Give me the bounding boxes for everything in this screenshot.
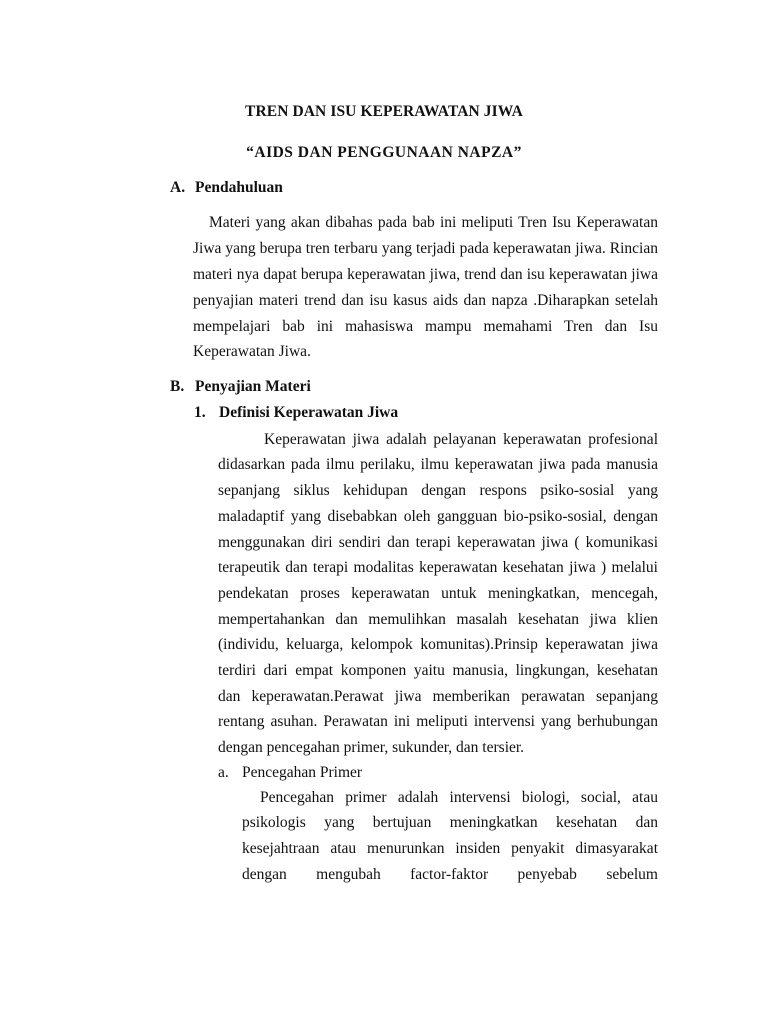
paragraph-line: dan keperawatan.Perawat jiwa memberikan perawatan sepanjang	[218, 688, 658, 705]
subsection-a-marker: a.	[218, 764, 229, 781]
subsection-1-title: Definisi Keperawatan Jiwa	[219, 404, 399, 421]
paragraph-line: (individu, keluarga, kelompok komunitas).Prinsip keperawatan jiwa	[218, 636, 658, 653]
document-subtitle: “AIDS DAN PENGGUNAAN NAPZA”	[246, 144, 522, 161]
subsection-1-marker: 1.	[194, 404, 206, 421]
paragraph-line: rentang asuhan. Perawatan ini meliputi intervensi yang berhubungan	[218, 713, 658, 730]
subsection-1-heading	[194, 404, 398, 422]
paragraph-line: menggunakan diri sendiri dan terapi keperawatan jiwa ( komunikasi	[218, 534, 658, 551]
paragraph-line: mempertahankan dan memulihkan masalah kesehatan jiwa klien	[218, 611, 658, 628]
document-title: TREN DAN ISU KEPERAWATAN JIWA	[245, 103, 523, 120]
section-a-title: Pendahuluan	[195, 179, 283, 196]
paragraph-line: penyajian materi trend dan isu kasus aids dan napza .Diharapkan setelah	[193, 292, 658, 309]
paragraph-line: dengan mengubah factor-faktor penyebab sebelum	[242, 866, 658, 883]
paragraph-line: didasarkan pada ilmu perilaku, ilmu keperawatan jiwa pada manusia	[218, 456, 658, 473]
paragraph-line: Materi yang akan dibahas pada bab ini meliputi Tren Isu Keperawatan	[209, 214, 658, 231]
paragraph-line: Pencegahan primer adalah intervensi biologi, social, atau	[260, 789, 658, 806]
section-b-marker: B.	[170, 378, 185, 395]
section-b-heading	[170, 378, 311, 396]
paragraph-line: materi nya dapat berupa keperawatan jiwa, trend dan isu keperawatan jiwa	[193, 266, 658, 283]
section-a-heading	[170, 179, 283, 197]
paragraph-line: pendekatan proses keperawatan untuk meningkatkan, mencegah,	[218, 585, 658, 602]
paragraph-line: mempelajari bab ini mahasiswa mampu memahami Tren dan Isu	[193, 318, 658, 335]
section-a-marker: A.	[170, 179, 186, 196]
paragraph-line: Jiwa yang berupa tren terbaru yang terjadi pada keperawatan jiwa. Rincian	[193, 240, 658, 257]
paragraph-line: terdiri dari empat komponen yaitu manusia, lingkungan, kesehatan	[218, 662, 658, 679]
paragraph-line: Keperawatan Jiwa.	[193, 343, 311, 360]
paragraph-line: kesejahtraan atau menurunkan insiden penyakit dimasyarakat	[242, 840, 658, 857]
paragraph-line: sepanjang siklus kehidupan dengan respons psiko-sosial yang	[218, 482, 658, 499]
paragraph-line: dengan pencegahan primer, sukunder, dan tersier.	[218, 739, 525, 756]
subsection-a-title: Pencegahan Primer	[242, 764, 363, 781]
paragraph-line: psikologis yang bertujuan meningkatkan kesehatan dan	[242, 814, 658, 831]
paragraph-line: Keperawatan jiwa adalah pelayanan keperawatan profesional	[264, 431, 658, 448]
section-b-title: Penyajian Materi	[195, 378, 311, 395]
paragraph-line: maladaptif yang disebabkan oleh gangguan bio-psiko-sosial, dengan	[218, 508, 658, 525]
subsection-a-heading	[218, 764, 362, 782]
paragraph-line: terapeutik dan terapi modalitas keperawatan kesehatan jiwa ) melalui	[218, 559, 658, 576]
